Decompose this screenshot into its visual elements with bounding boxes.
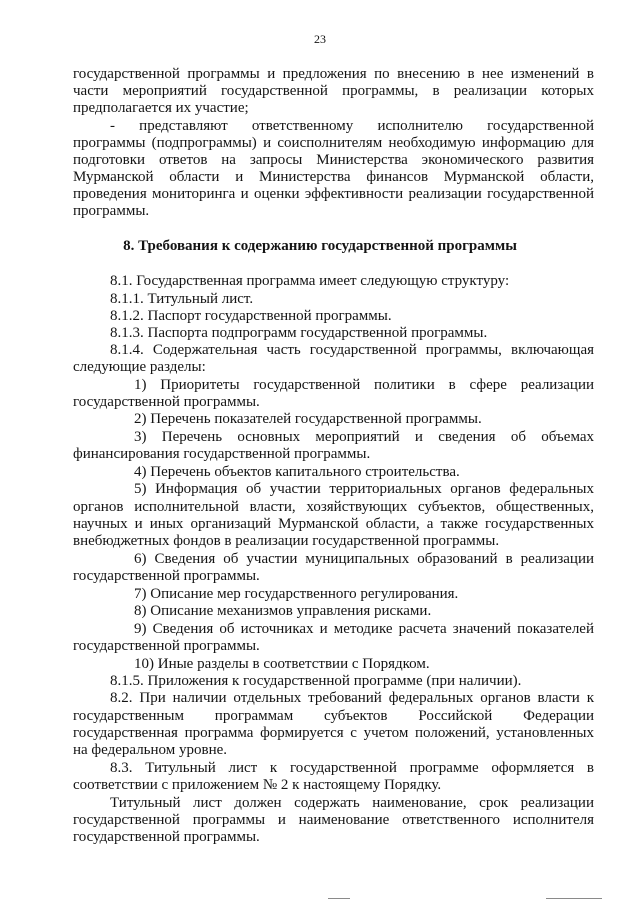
text-line: 7) Описание мер государственного регулирования. — [134, 586, 459, 602]
text-line: программы (подпрограммы) и соисполнителям необходимую информацию для — [73, 135, 594, 151]
text-line: программы. — [73, 203, 150, 219]
text-line: части мероприятий государственной программы, в реализации которых — [73, 83, 594, 99]
text-line: 8) Описание механизмов управления рисками. — [134, 603, 432, 619]
text-line: 8.3. Титульный лист к государственной программе оформляется в — [110, 760, 594, 776]
text-line: финансирования государственной программы. — [73, 446, 371, 462]
text-line: Мурманской области и Министерства финансов Мурманской области, — [73, 169, 594, 185]
text-line: 8.1.1. Титульный лист. — [110, 291, 254, 307]
text-line: 1) Приоритеты государственной политики в сфере реализации — [134, 377, 594, 393]
text-line: 8.1.5. Приложения к государственной программе (при наличии). — [110, 673, 522, 689]
text-line: внебюджетных фондов в реализации государственной программы. — [73, 533, 500, 549]
text-line: государственной программы. — [73, 394, 260, 410]
text-line: 3) Перечень основных мероприятий и сведения об объемах — [134, 429, 594, 445]
section-heading: 8. Требования к содержанию государственной программы — [123, 238, 517, 254]
text-line: государственной программы и наименование ответственного исполнителя — [73, 812, 594, 828]
text-line: 9) Сведения об источниках и методике расчета значений показателей — [134, 621, 594, 637]
text-line: - представляют ответственному исполнителю государственной — [110, 118, 594, 134]
text-line: 10) Иные разделы в соответствии с Порядком. — [134, 656, 430, 672]
text-line: 2) Перечень показателей государственной программы. — [134, 411, 482, 427]
text-line: государственная программа формируется с учетом положений, установленных — [73, 725, 594, 741]
text-line: 8.1.3. Паспорта подпрограмм государственной программы. — [110, 325, 488, 341]
text-line: государственным программам субъектов Российской Федерации — [73, 708, 594, 724]
text-line: проведения мониторинга и оценки эффективности реализации государственной — [73, 186, 594, 202]
text-line: 6) Сведения об участии муниципальных образований в реализации — [134, 551, 594, 567]
text-line: научных и иных организаций Мурманской области, а также государственных — [73, 516, 594, 532]
text-line: государственной программы. — [73, 568, 260, 584]
text-line: 5) Информация об участии территориальных органов федеральных — [134, 481, 594, 497]
footer-line — [546, 898, 602, 899]
text-line: 8.1.4. Содержательная часть государственной программы, включающая — [110, 342, 594, 358]
text-line: государственной программы. — [73, 829, 260, 845]
text-line: 8.1.2. Паспорт государственной программы. — [110, 308, 392, 324]
text-line: соответствии с приложением № 2 к настоящему Порядку. — [73, 777, 442, 793]
text-line: 8.1. Государственная программа имеет следующую структуру: — [110, 273, 510, 289]
text-line: органов исполнительной власти, хозяйствующих субъектов, общественных, — [73, 499, 594, 515]
text-line: следующие разделы: — [73, 359, 206, 375]
text-line: 4) Перечень объектов капитального строительства. — [134, 464, 460, 480]
text-line: государственной программы и предложения по внесению в нее изменений в — [73, 66, 594, 82]
text-line: предполагается их участие; — [73, 100, 249, 116]
footer-line — [328, 898, 350, 899]
text-line: государственной программы. — [73, 638, 260, 654]
page-number: 23 — [314, 32, 326, 46]
text-line: на федеральном уровне. — [73, 742, 228, 758]
text-line: Титульный лист должен содержать наименование, срок реализации — [110, 795, 594, 811]
text-line: подготовки ответов на запросы Министерства экономического развития — [73, 152, 594, 168]
text-line: 8.2. При наличии отдельных требований федеральных органов власти к — [110, 690, 594, 706]
